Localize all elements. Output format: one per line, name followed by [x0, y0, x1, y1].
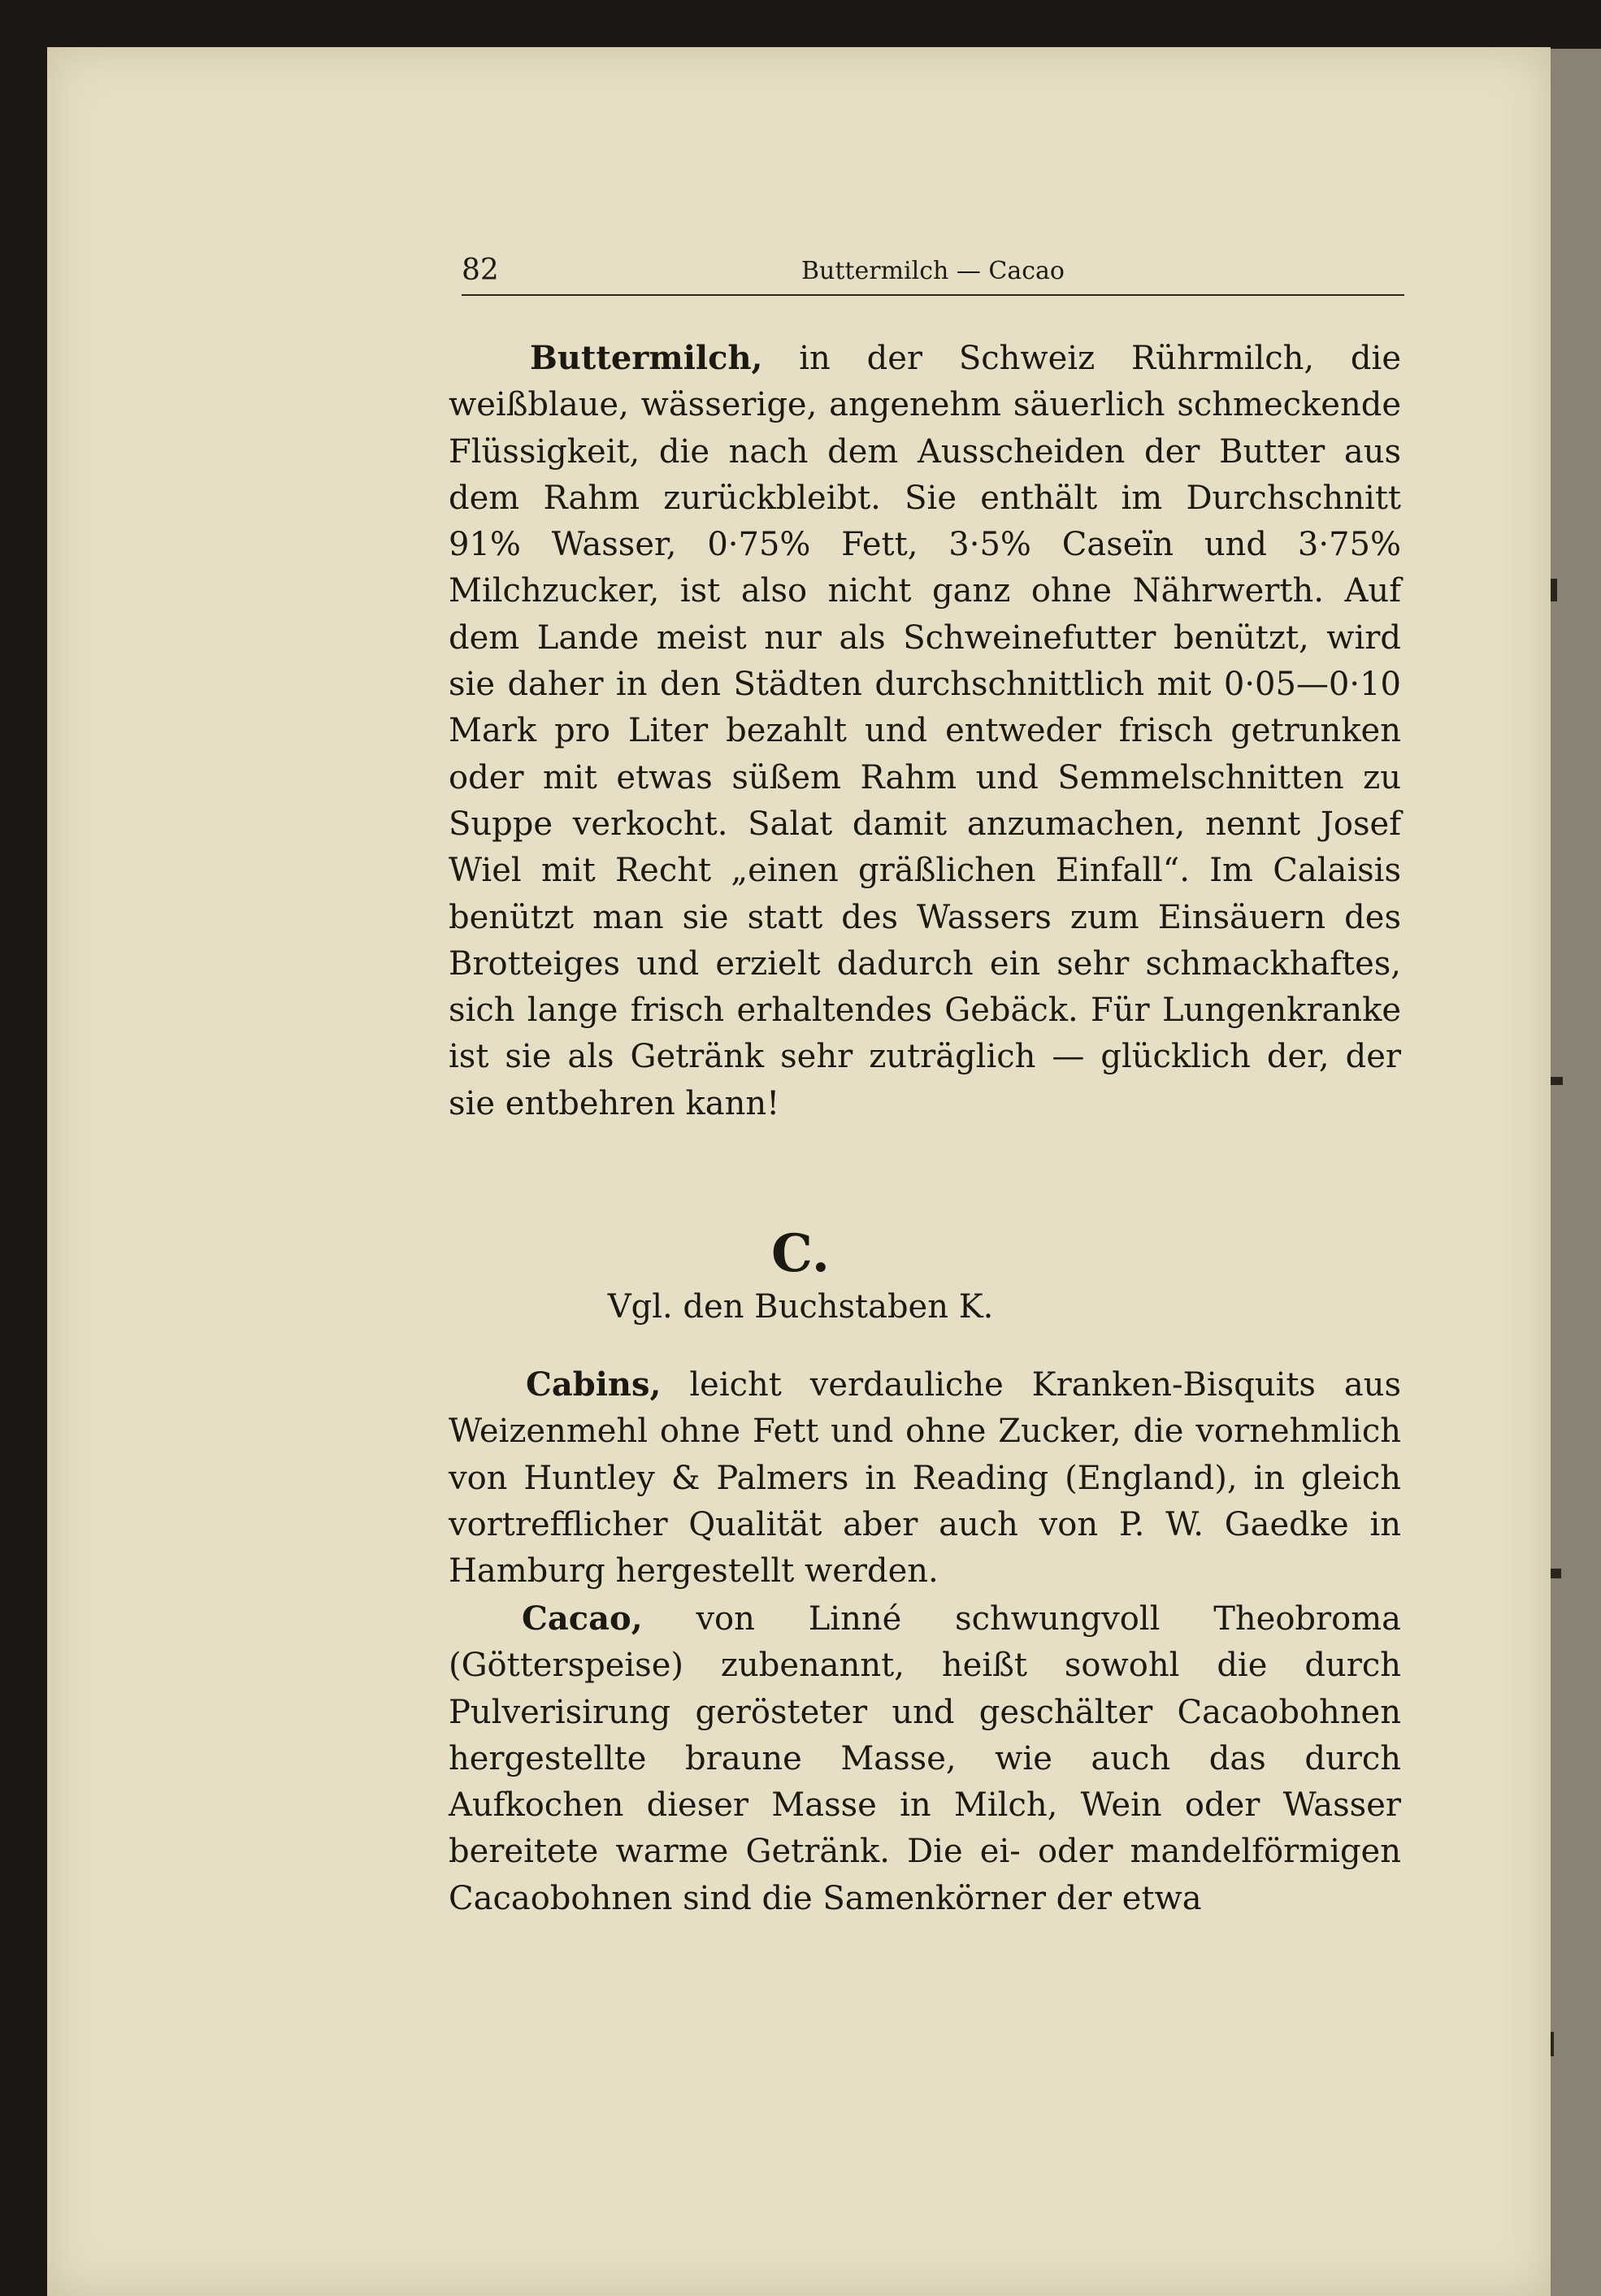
entry-text: von Linné schwungvoll Theobroma (Götterspeise) zubenannt, heißt sowohl die durch Pulverisirung gerösteter und geschälter Cacaobohnen hergestellte braune Masse, wie auch das durch Aufkochen dieser Masse in Milch, Wein oder Wasser bereitete warme Getränk. Die ei- oder mandelförmigen Cacaobohnen sind die Samenkörner der etwa: [449, 1600, 1401, 1917]
page-edge: [1548, 49, 1601, 2296]
entry-text: in der Schweiz Rührmilch, die weißblaue, wässerige, angenehm säuerlich schmeckende Flüssigkeit, die nach dem Ausscheiden der Butter aus dem Rahm zurückbleibt. Sie enthält im Durchschnitt 91% Wasser, 0·75% Fett, 3·5% Caseïn und 3·75% Milchzucker, ist also nicht ganz ohne Nährwerth. Auf dem Lande meist nur als Schweinefutter benützt, wird sie daher in den Städten durchschnittlich mit 0·05—0·10 Mark pro Liter bezahlt und entweder frisch getrunken oder mit etwas süßem Rahm und Semmelschnitten zu Suppe verkocht. Salat damit anzumachen, nennt Josef Wiel mit Recht „einen gräßlichen Einfall“. Im Calaisis benützt man sie statt des Wassers zum Einsäuern des Brotteiges und erzielt dadurch ein sehr schmackhaftes, sich lange frisch erhaltendes Gebäck. Für Lungenkranke ist sie als Getränk sehr zuträglich — glücklich der, der sie entbehren kann!: [449, 340, 1401, 1122]
header-title: Buttermilch — Cacao: [801, 257, 1065, 285]
section-note: Vgl. den Buchstaben K.: [607, 1288, 994, 1326]
entry-buttermilch: [449, 335, 1401, 1127]
section-letter: C.: [770, 1223, 831, 1284]
headword: Buttermilch,: [530, 339, 763, 377]
page-number: 82: [462, 254, 499, 287]
headword: Cabins,: [526, 1365, 662, 1404]
running-head: [462, 254, 1404, 296]
headword: Cacao,: [522, 1599, 643, 1638]
entry-text: leicht verdauliche Kranken-Bisquits aus Weizenmehl ohne Fett und ohne Zucker, die vornehmlich von Huntley & Palmers in Reading (England), in gleich vortrefflicher Qualität aber auch von P. W. Gaedke in Hamburg hergestellt werden.: [449, 1366, 1401, 1591]
entry-cabins: [449, 1361, 1401, 1595]
entry-cacao: [449, 1595, 1401, 1922]
